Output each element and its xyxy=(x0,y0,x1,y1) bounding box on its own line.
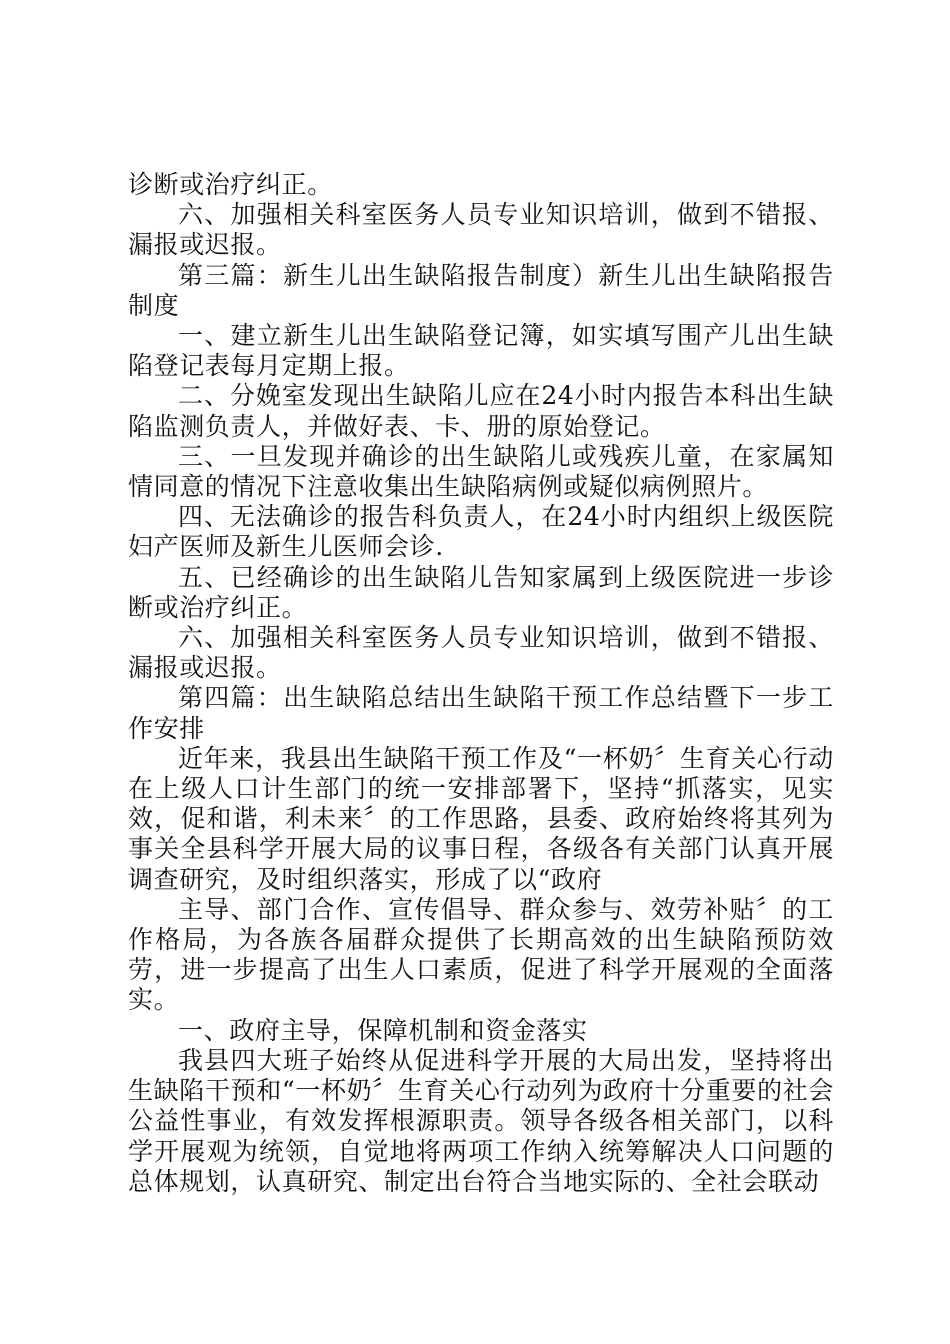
document-body xyxy=(128,170,834,1197)
paragraph: 三、一旦发现并确诊的出生缺陷儿或残疾儿童，在家属知情同意的情况下注意收集出生缺陷病例或疑似病例照片。 xyxy=(128,441,834,502)
paragraph: 六、加强相关科室医务人员专业知识培训，做到不错报、漏报或迟报。 xyxy=(128,623,834,683)
paragraph: 六、加强相关科室医务人员专业知识培训，做到不错报、漏报或迟报。 xyxy=(128,200,834,260)
paragraph: 一、建立新生儿出生缺陷登记簿，如实填写围产儿出生缺陷登记表每月定期上报。 xyxy=(128,321,834,381)
paragraph: 主导、部门合作、宣传倡导、群众参与、效劳补贴〞的工作格局，为各族各届群众提供了长期高效的出生缺陷预防效劳，进一步提高了出生人口素质，促进了科学开展观的全面落实。 xyxy=(128,894,834,1015)
paragraph: 我县四大班子始终从促进科学开展的大局出发，坚持将出生缺陷干预和“一杯奶〞生育关心行动列为政府十分重要的社会公益性事业，有效发挥根源职责。领导各级各相关部门，以科学开展观为统领，自觉地将两项工作纳入统筹解决人口问题的总体规划，认真研究、制定出台符合当地实际的、全社会联动 xyxy=(128,1045,834,1196)
section-heading: 第四篇：出生缺陷总结出生缺陷干预工作总结暨下一步工作安排 xyxy=(128,683,834,743)
paragraph: 五、已经确诊的出生缺陷儿告知家属到上级医院进一步诊断或治疗纠正。 xyxy=(128,562,834,622)
paragraph: 二、分娩室发现出生缺陷儿应在24小时内报告本科出生缺陷监测负责人，并做好表、卡、册的原始登记。 xyxy=(128,381,834,441)
paragraph: 诊断或治疗纠正。 xyxy=(128,170,333,199)
paragraph: 近年来，我县出生缺陷干预工作及“一杯奶〞生育关心行动在上级人口计生部门的统一安排部署下，坚持“抓落实，见实效，促和谐，利未来〞的工作思路，县委、政府始终将其列为事关全县科学开展大局的议事日程，各级各有关部门认真开展调查研究，及时组织落实，形成了以“政府 xyxy=(128,743,834,894)
paragraph: 四、无法确诊的报告科负责人，在24小时内组织上级医院妇产医师及新生儿医师会诊. xyxy=(128,502,834,562)
subsection-heading: 一、政府主导，保障机制和资金落实 xyxy=(178,1015,588,1045)
section-heading: 第三篇：新生儿出生缺陷报告制度）新生儿出生缺陷报告制度 xyxy=(128,260,834,320)
